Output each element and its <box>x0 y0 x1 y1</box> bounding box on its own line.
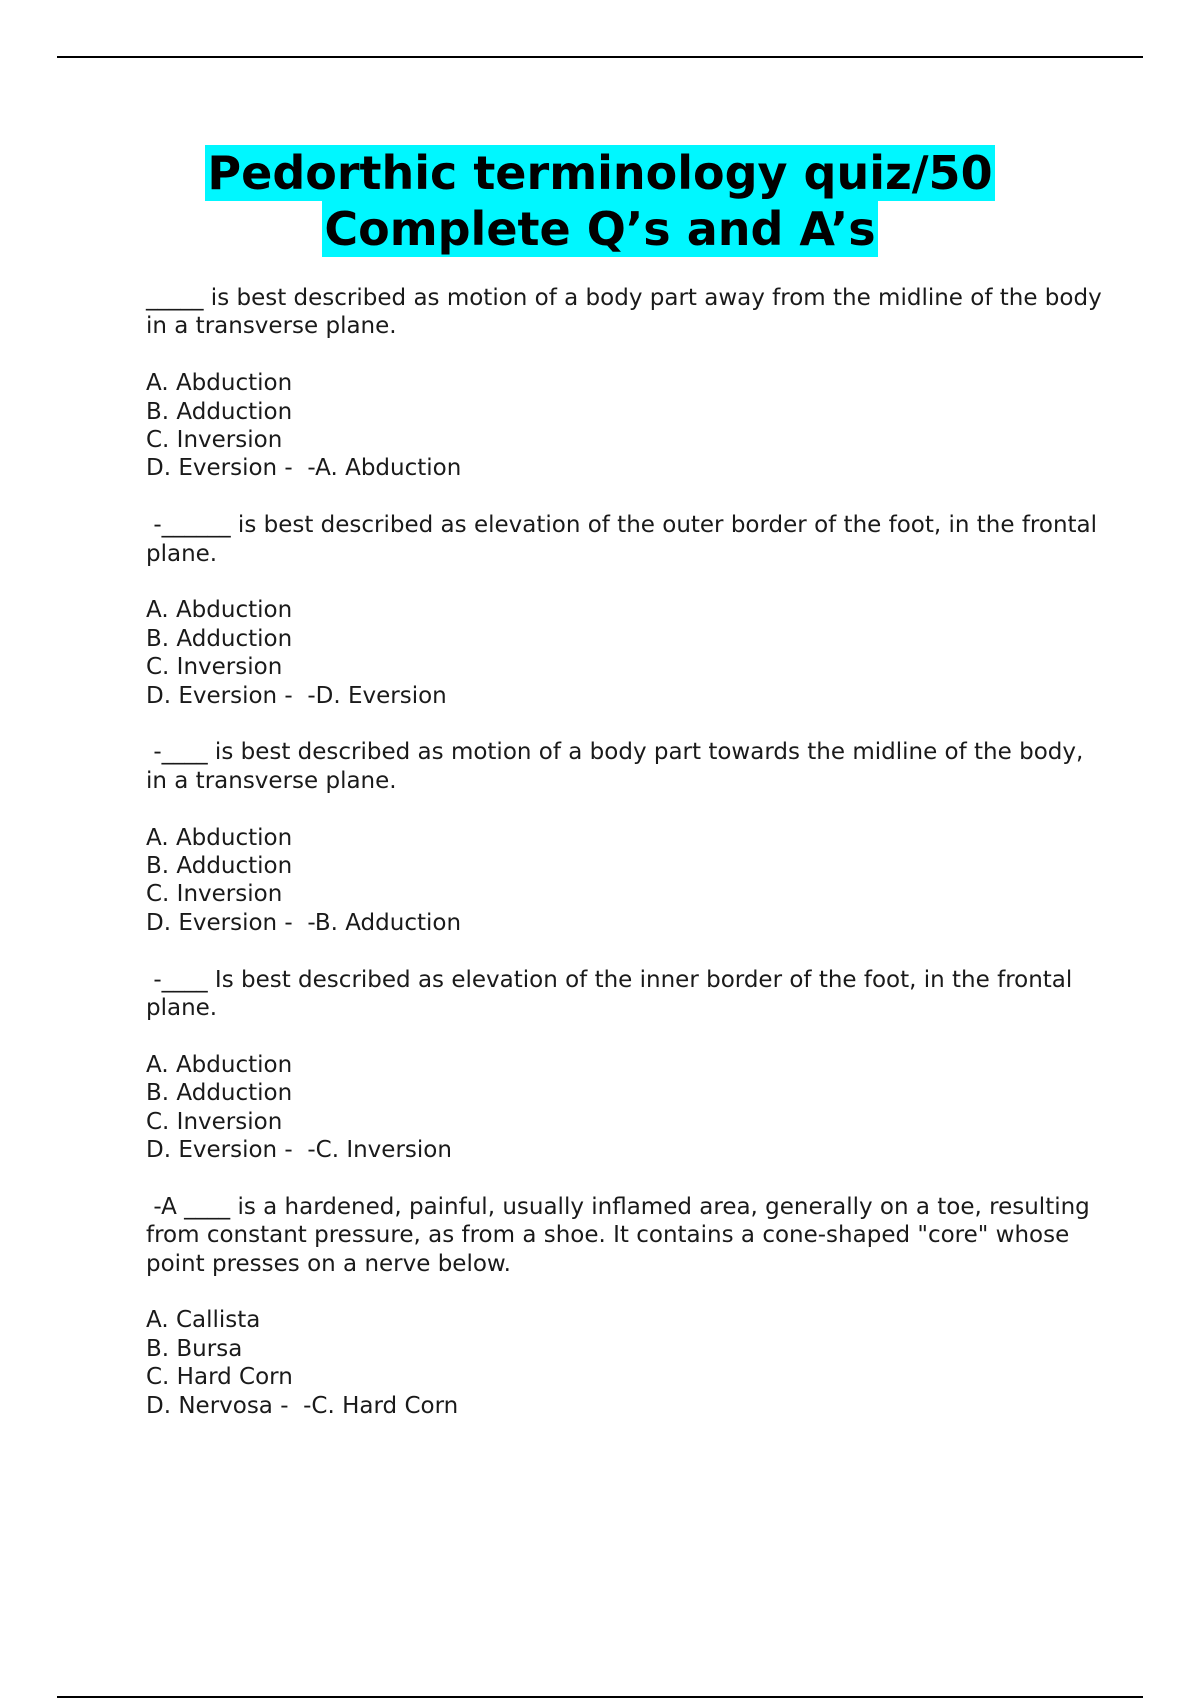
answer-options <box>146 824 1106 938</box>
option-a: A. Abduction <box>146 597 293 624</box>
option-a: A. Abduction <box>146 370 293 397</box>
question-1 <box>146 284 1109 483</box>
option-b: B. Bursa <box>146 1335 243 1362</box>
answer-options <box>146 596 1106 710</box>
option-a: A. Abduction <box>146 824 293 851</box>
option-c: C. Inversion <box>146 654 283 681</box>
option-b: B. Adduction <box>146 1080 293 1107</box>
page-title <box>0 145 1200 257</box>
title-line-1: Pedorthic terminology quiz/50 <box>207 146 993 200</box>
option-c: C. Inversion <box>146 427 283 454</box>
question-stem: -A ____ is a hardened, painful, usually inflamed area, generally on a toe, resulting from constant pressure, as from a shoe. It contains a cone-shaped "core" whose point presses on a nerve below. <box>146 1193 1098 1277</box>
option-b: B. Adduction <box>146 625 293 652</box>
question-list <box>146 284 1109 1449</box>
question-4 <box>146 966 1106 1165</box>
answer-options <box>146 1306 1106 1420</box>
question-stem: -____ is best described as motion of a body part towards the midline of the body, in a transverse plane. <box>146 739 1091 794</box>
question-stem: -______ is best described as elevation of the outer border of the foot, in the frontal plane. <box>146 512 1105 567</box>
option-d-with-answer: D. Eversion - -D. Eversion <box>146 682 447 709</box>
question-stem: _____ is best described as motion of a body part away from the midline of the body in a transverse plane. <box>146 285 1109 340</box>
option-d-with-answer: D. Eversion - -A. Abduction <box>146 455 462 482</box>
title-line-2: Complete Q’s and A’s <box>324 202 876 256</box>
option-c: C. Inversion <box>146 1108 283 1135</box>
option-a: A. Callista <box>146 1307 261 1334</box>
question-stem: -____ Is best described as elevation of the inner border of the foot, in the frontal plane. <box>146 966 1080 1022</box>
option-c: C. Inversion <box>146 881 283 908</box>
option-b: B. Adduction <box>146 398 293 425</box>
option-d-with-answer: D. Eversion - -B. Adduction <box>146 909 462 936</box>
bottom-rule <box>57 1696 1143 1698</box>
option-c: C. Hard Corn <box>146 1364 293 1391</box>
option-d-with-answer: D. Nervosa - -C. Hard Corn <box>146 1392 459 1419</box>
answer-options <box>146 369 1106 483</box>
option-d-with-answer: D. Eversion - -C. Inversion <box>146 1137 452 1164</box>
question-2 <box>146 511 1106 710</box>
option-a: A. Abduction <box>146 1051 293 1078</box>
top-rule <box>57 56 1143 58</box>
question-5 <box>146 1193 1106 1420</box>
answer-options <box>146 1051 1106 1165</box>
option-b: B. Adduction <box>146 853 293 880</box>
question-3 <box>146 738 1106 937</box>
